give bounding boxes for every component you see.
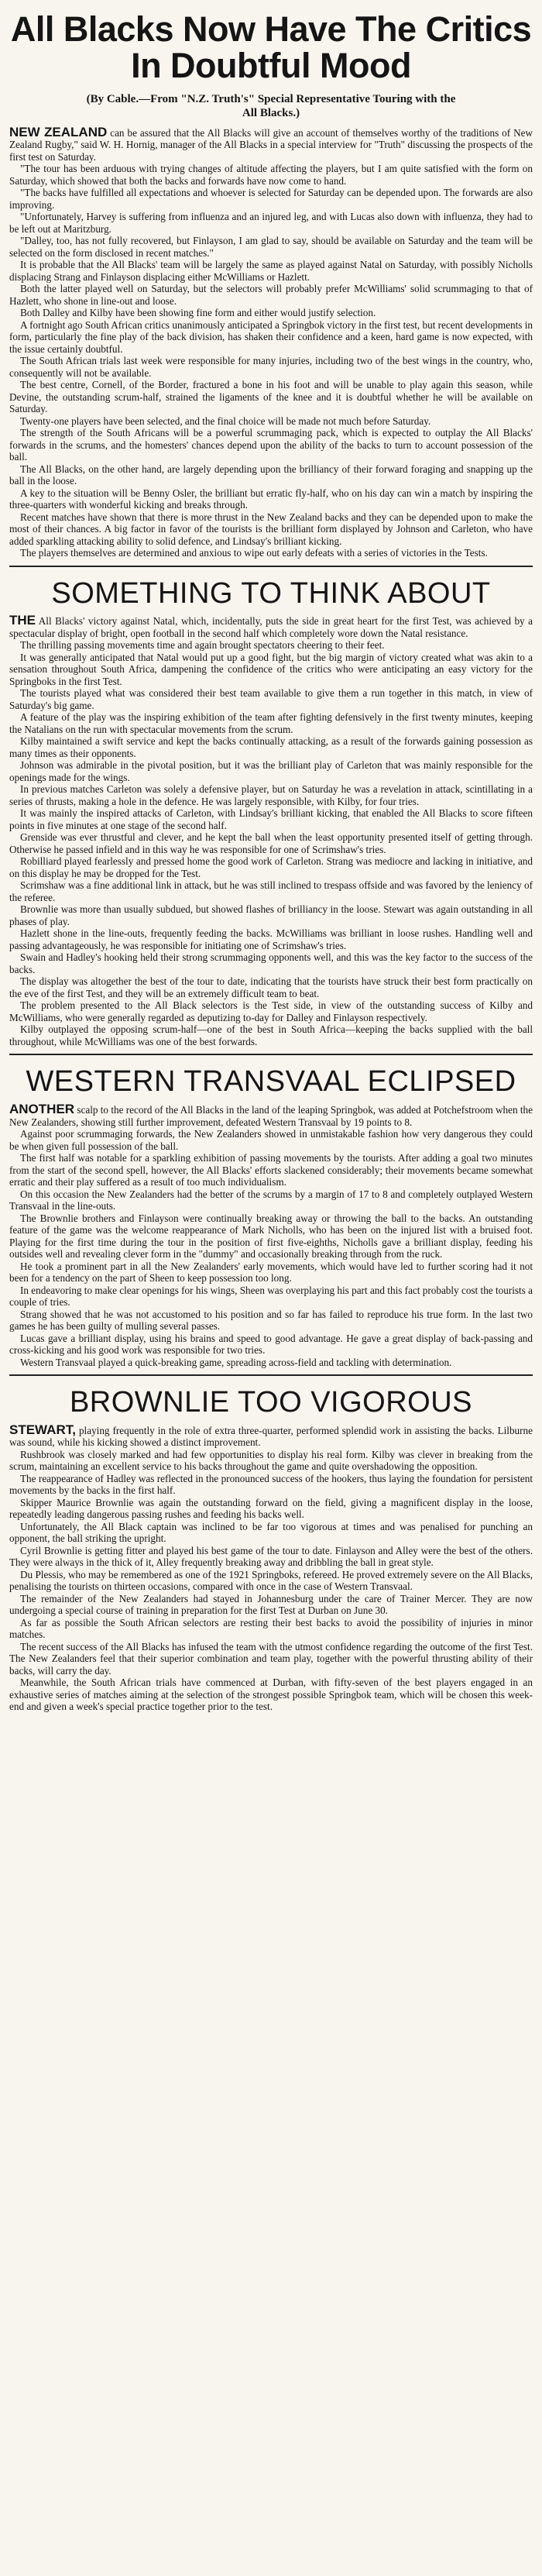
- body-paragraph: The All Blacks, on the other hand, are largely depending upon the brilliancy of their forward foraging and snapping up the ball in the loose.: [9, 463, 533, 487]
- body-paragraph: Swain and Hadley's hooking held their strong scrummaging opponents well, and this was the key factor to the success of the backs.: [9, 951, 533, 975]
- section-divider: [9, 566, 533, 567]
- body-paragraph: In previous matches Carleton was solely a defensive player, but on Saturday he was a revelation in attack, scintillating in a series of thrusts, making a hole in the defence. He was largely responsible, with Kilby, for four tries.: [9, 783, 533, 807]
- body-paragraph: Cyril Brownlie is getting fitter and played his best game of the tour to date. Finlayson and Alley were the best of the others. They were always in the thick of it, Alley frequently breaking away and dribbling the ball in great style.: [9, 1544, 533, 1569]
- body-paragraph: It was mainly the inspired attacks of Carleton, with Lindsay's brilliant kicking, that enabled the All Blacks to score fifteen points in five minutes at one stage of the second half.: [9, 807, 533, 831]
- body-paragraph: Strang showed that he was not accustomed to his position and so far has failed to reproduce his true form. In the last two games he has been guilty of mulling several passes.: [9, 1308, 533, 1333]
- lead-text: scalp to the record of the All Blacks in the land of the leaping Springbok, was added at Potchefstroom when the New Zealanders, showing still further improvement, defeated Western Transvaal by 19 points to 8.: [9, 1104, 533, 1128]
- lead-word: STEWART,: [9, 1422, 76, 1437]
- section-heading: WESTERN TRANSVAAL ECLIPSED: [26, 1065, 516, 1099]
- body-paragraph: Robilliard played fearlessly and pressed home the good work of Carleton. Strang was mediocre and lacking in initiative, and on this display he may be dropped for the Test.: [9, 855, 533, 879]
- body-paragraph: Kilby outplayed the opposing scrum-half—one of the best in South Africa—keeping the backs supplied with the ball throughout, while McWilliams was one of the best forwards.: [9, 1023, 533, 1047]
- section-divider: [9, 1374, 533, 1376]
- body-paragraph: Western Transvaal played a quick-breaking game, spreading across-field and tackling with determination.: [20, 1356, 452, 1368]
- section-divider: [9, 1054, 533, 1055]
- body-paragraph: The South African trials last week were responsible for many injuries, including two of the best wings in the country, who, consequently will not be available.: [9, 355, 533, 379]
- body-paragraph: The display was altogether the best of the tour to date, indicating that the tourists have struck their best form practically on the eve of the first Test, and they will be an extremely difficult team to beat.: [9, 975, 533, 999]
- articles-container: [9, 126, 533, 1713]
- byline-line-1: (By Cable.—From "N.Z. Truth's" Special Representative Touring with the: [86, 92, 456, 105]
- body-paragraph: Skipper Maurice Brownlie was again the outstanding forward on the field, giving a magnificent display in the loose, repeatedly leading dangerous passing rushes and feeding his backs well.: [9, 1496, 533, 1521]
- article-section: [9, 126, 533, 567]
- body-paragraph: "Unfortunately, Harvey is suffering from influenza and an injured leg, and with Lucas also down with influenza, they had to be left out at Maritzburg.: [9, 211, 533, 235]
- headline-line-1: All Blacks Now Have The Critics: [10, 9, 532, 49]
- body-paragraph: Du Plessis, who may be remembered as one of the 1921 Springboks, refereed. He proved extremely severe on the All Blacks, penalising the tourists on thirteen occasions, compared with once in the case of Western Transvaal.: [9, 1568, 533, 1593]
- lead-paragraph: [9, 614, 533, 639]
- headline-line-2: In Doubtful Mood: [131, 46, 411, 86]
- body-paragraph: The first half was notable for a sparkling exhibition of passing movements by the tourists. After adding a goal two minutes from the start of the second spell, however, the All Blacks' efforts slackened considerably; their movements became somewhat erratic and their play suffered as a result of too much individualism.: [9, 1152, 533, 1188]
- body-paragraph: Against poor scrummaging forwards, the New Zealanders showed in unmistakable fashion how very dangerous they could be when given full possession of the ball.: [9, 1128, 533, 1152]
- body-paragraph: The remainder of the New Zealanders had stayed in Johannesburg under the care of Trainer Mercer. They are now undergoing a special course of training in preparation for the first Test at Durban on June 30.: [9, 1592, 533, 1617]
- body-paragraph: It is probable that the All Blacks' team will be largely the same as played against Natal on Saturday, with possibly Nicholls displacing Strang and Finlayson displacing either McWilliams or Hazlett.: [9, 259, 533, 283]
- section-heading: SOMETHING TO THINK ABOUT: [51, 576, 491, 610]
- lead-text: can be assured that the All Blacks will give an account of themselves worthy of the traditions of New Zealand Rugby," said W. H. Hornig, manager of the All Blacks in a special interview for "Truth" discussing the prospects of the first test on Saturday.: [9, 126, 533, 163]
- body-paragraph: Kilby maintained a swift service and kept the backs continually attacking, as a result of the forwards gaining possession as many times as their opponents.: [9, 735, 533, 759]
- body-paragraph: Scrimshaw was a fine additional link in attack, but he was still inclined to trespass offside and was favored by the leniency of the referee.: [9, 879, 533, 903]
- lead-paragraph: [9, 126, 533, 163]
- body-paragraph: "The tour has been arduous with trying changes of altitude affecting the players, but I am quite satisfied with the form on Saturday, which showed that both the backs and forwards have now come to hand.: [9, 163, 533, 187]
- body-paragraph: The reappearance of Hadley was reflected in the pronounced success of the hookers, thus laying the foundation for persistent movements by the backs in the first half.: [9, 1472, 533, 1497]
- lead-text: All Blacks' victory against Natal, which, incidentally, puts the side in great heart for the first Test, was achieved by a spectacular display of bright, open football in the second half which completely wore down the Natal resistance.: [9, 615, 533, 639]
- body-paragraph: Hazlett shone in the line-outs, frequently feeding the backs. McWilliams was brilliant in loose rushes. Handling well and passing advantageously, he was responsible for initiating one of Scrimshaw's tries.: [9, 927, 533, 951]
- body-paragraph: The players themselves are determined and anxious to wipe out early defeats with a series of victories in the Tests.: [20, 547, 488, 559]
- body-paragraph: Meanwhile, the South African trials have commenced at Durban, with fifty-seven of the best players engaged in an exhaustive series of matches aiming at the selection of the strongest possible Springbok team, which will be chosen this week-end and given a week's special practice together prior to the test.: [9, 1677, 533, 1713]
- body-paragraph: "The backs have fulfilled all expectations and whoever is selected for Saturday can be depended upon. The forwards are also improving.: [9, 187, 533, 211]
- body-paragraph: Recent matches have shown that there is more thrust in the New Zealand backs and they can be depended upon to make the most of their chances. A big factor in favor of the tourists is the brilliant form displayed by Johnson and Carleton, who have added sparkling attacking ability to solid defence, and Lindsay's brilliant kicking.: [9, 511, 533, 547]
- body-paragraph: Unfortunately, the All Black captain was inclined to be far too vigorous at times and was penalised for punching an opponent, the ball striking the upright.: [9, 1520, 533, 1545]
- article-section: [9, 578, 533, 1056]
- body-paragraph: It was generally anticipated that Natal would put up a good fight, but the big margin of victory created what was akin to a sensation throughout South Africa, dampening the confidence of the critics who were anticipating an easy victory for the Springboks in the first Test.: [9, 651, 533, 687]
- body-paragraph: Both the latter played well on Saturday, but the selectors will probably prefer McWilliams' solid scrummaging to that of Hazlett, who shone in line-out and loose.: [9, 283, 533, 307]
- body-paragraph: The tourists played what was considered their best team available to give them a run together in this match, in view of Saturday's big game.: [9, 687, 533, 711]
- body-paragraph: The best centre, Cornell, of the Border, fractured a bone in his foot and will be unable to play again this season, while Devine, the outstanding scrum-half, strained the ligaments of the knee and it is doubtful whether he will be available on Saturday.: [9, 379, 533, 414]
- body-paragraph: Both Dalley and Kilby have been showing fine form and either would justify selection.: [20, 307, 376, 318]
- body-paragraph: Johnson was admirable in the pivotal position, but it was the brilliant play of Carleton that was mainly responsible for the openings made for the wings.: [9, 759, 533, 783]
- body-paragraph: As far as possible the South African selectors are resting their best backs to avoid the possibility of injuries in minor matches.: [9, 1616, 533, 1641]
- byline: [9, 92, 533, 120]
- body-paragraph: Rushbrook was closely marked and had few opportunities to display his real form. Kilby was clever in breaking from the scrum, maintaining an excellent service to his backs throughout the game and quite overshadowing the opposition.: [9, 1448, 533, 1473]
- body-paragraph: "Dalley, too, has not fully recovered, but Finlayson, I am glad to say, should be available on Saturday and the team will be selected on the form disclosed in recent matches.": [9, 235, 533, 259]
- body-paragraph: A key to the situation will be Benny Osler, the brilliant but erratic fly-half, who on his day can win a match by inspiring the three-quarters with wonderful kicking and breaks through.: [9, 487, 533, 511]
- body-paragraph: The thrilling passing movements time and again brought spectators cheering to their feet.: [20, 639, 385, 652]
- body-paragraph: On this occasion the New Zealanders had the better of the scrums by a margin of 17 to 8 and completely outplayed Western Transvaal in the line-outs.: [9, 1188, 533, 1212]
- lead-paragraph: [9, 1424, 533, 1449]
- article-section: [9, 1066, 533, 1376]
- lead-text: playing frequently in the role of extra three-quarter, performed splendid work in assisting the backs. Lilburne was sound, while his kicking showed a distinct improvement.: [9, 1424, 533, 1449]
- body-paragraph: The problem presented to the All Black selectors is the Test side, in view of the outstanding success of Kilby and McWilliams, who were generally regarded as deputizing to-day for Dalley and Finlayson respectively.: [9, 999, 533, 1023]
- lead-word: NEW ZEALAND: [9, 124, 108, 139]
- body-paragraph: The strength of the South Africans will be a powerful scrummaging pack, which is expected to outplay the All Blacks' forwards in the scrums, and the homesters' chances depend upon the ability of the backs to turn to account possession of the ball.: [9, 427, 533, 463]
- body-paragraph: The recent success of the All Blacks has infused the team with the utmost confidence regarding the outcome of the first Test. The New Zealanders feel that their superior combination and team play, together with the powerful thrusting ability of their backs, will carry the day.: [9, 1640, 533, 1677]
- lead-word: THE: [9, 613, 36, 628]
- body-paragraph: In endeavoring to make clear openings for his wings, Sheen was overplaying his part and this fact probably cost the tourists a couple of tries.: [9, 1284, 533, 1309]
- body-paragraph: Grenside was ever thrustful and clever, and he kept the ball when the least opportunity presented itself of getting through. Otherwise he passed infield and in this way he was responsible for one of Scrimshaw's tries.: [9, 831, 533, 855]
- byline-line-2: All Blacks.): [242, 106, 300, 119]
- body-paragraph: Brownlie was more than usually subdued, but showed flashes of brilliancy in the loose. Stewart was again outstanding in all phases of play.: [9, 903, 533, 927]
- body-paragraph: Lucas gave a brilliant display, using his brains and speed to good advantage. He gave a great display of back-passing and cross-kicking and his good work was responsible for two tries.: [9, 1332, 533, 1357]
- body-paragraph: Twenty-one players have been selected, and the final choice will be made not much before Saturday.: [20, 414, 431, 427]
- article-section: [9, 1387, 533, 1713]
- lead-word: ANOTHER: [9, 1102, 75, 1117]
- body-paragraph: A feature of the play was the inspiring exhibition of the team after fighting defensively in the first twenty minutes, keeping the Natalians on the run with spectacular movements from the scrum.: [9, 711, 533, 735]
- body-paragraph: The Brownlie brothers and Finlayson were continually breaking away or throwing the ball to the backs. An outstanding feature of the game was the welcome reappearance of Mark Nicholls, who has been on the injured list with a bruised foot. Playing for the first time during the tour in the position of first five-eighths, Nicholls gave a brilliant display, feeding his outsides well and revealing clever form in the "dummy" and occasionally breaking through from the ruck.: [9, 1212, 533, 1260]
- section-heading: BROWNLIE TOO VIGOROUS: [69, 1386, 473, 1419]
- body-paragraph: A fortnight ago South African critics unanimously anticipated a Springbok victory in the first test, but recent developments in form, particularly the fine play of the back division, has shaken their confidence and a keen, hard game is now expected, with the issue certainly doubtful.: [9, 318, 533, 355]
- body-paragraph: He took a prominent part in all the New Zealanders' early movements, which would have led to further scoring had it not been for a tendency on the part of Sheen to keep possession too long.: [9, 1260, 533, 1285]
- lead-paragraph: [9, 1103, 533, 1128]
